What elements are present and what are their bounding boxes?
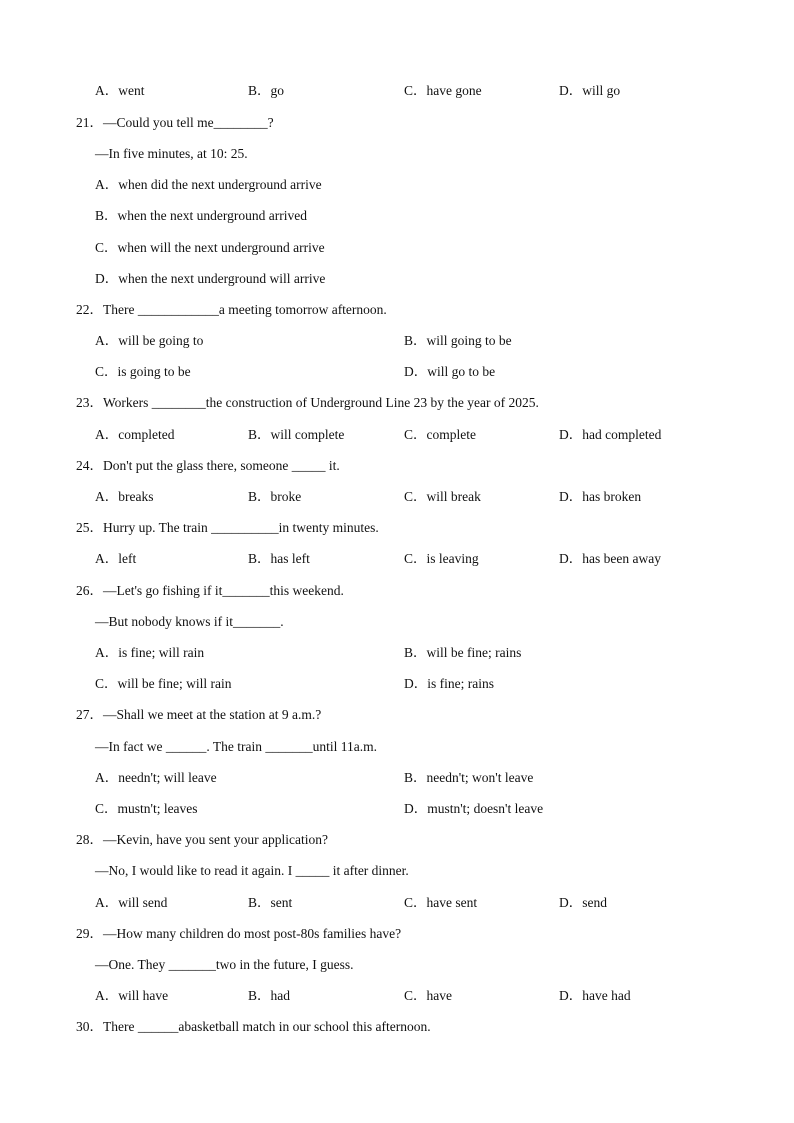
q21-option-c: C．when will the next underground arrive (95, 240, 325, 255)
q24-option-d: D．has broken (559, 489, 642, 504)
q30-stem: 30．There ______abasketball match in our school this afternoon. (76, 1019, 431, 1034)
q25-stem: 25．Hurry up. The train __________in twenty minutes. (76, 520, 379, 535)
q27-stem: 27．—Shall we meet at the station at 9 a.m.? (76, 707, 322, 722)
q28-option-b: B．sent (248, 895, 293, 910)
q25-option-c: C．is leaving (404, 551, 479, 566)
q23-option-a: A．completed (95, 427, 175, 442)
q25-option-d: D．has been away (559, 551, 661, 566)
q29-option-b: B．had (248, 988, 290, 1003)
q21-option-d: D．when the next underground will arrive (95, 271, 326, 286)
q29-stem: 29．—How many children do most post-80s families have? (76, 926, 402, 941)
q20-option-d: D．will go (559, 83, 621, 98)
q23-option-d: D．had completed (559, 427, 662, 442)
q23-option-b: B．will complete (248, 427, 345, 442)
q29-option-c: C．have (404, 988, 452, 1003)
q26-answer-line: —But nobody knows if it_______. (95, 614, 284, 629)
q24-option-a: A．breaks (95, 489, 154, 504)
q26-stem: 26．—Let's go fishing if it_______this weekend. (76, 583, 344, 598)
q28-stem: 28．—Kevin, have you sent your application? (76, 832, 328, 847)
q27-option-d: D．mustn't; doesn't leave (404, 801, 544, 816)
q24-stem: 24．Don't put the glass there, someone _____ it. (76, 458, 340, 473)
q27-option-c: C．mustn't; leaves (95, 801, 198, 816)
q29-option-a: A．will have (95, 988, 169, 1003)
q20-option-b: B．go (248, 83, 285, 98)
q23-option-c: C．complete (404, 427, 476, 442)
q26-option-c: C．will be fine; will rain (95, 676, 232, 691)
q22-option-d: D．will go to be (404, 364, 496, 379)
q28-option-d: D．send (559, 895, 607, 910)
q25-option-b: B．has left (248, 551, 310, 566)
q20-option-c: C．have gone (404, 83, 482, 98)
q24-option-b: B．broke (248, 489, 302, 504)
q27-option-a: A．needn't; will leave (95, 770, 217, 785)
q29-answer-line: —One. They _______two in the future, I guess. (95, 957, 354, 972)
q22-stem: 22．There ____________a meeting tomorrow afternoon. (76, 302, 387, 317)
q21-option-a: A．when did the next underground arrive (95, 177, 322, 192)
q27-answer-line: —In fact we ______. The train _______until 11a.m. (95, 739, 377, 754)
q28-option-c: C．have sent (404, 895, 478, 910)
q25-option-a: A．left (95, 551, 137, 566)
q22-option-c: C．is going to be (95, 364, 191, 379)
q22-option-a: A．will be going to (95, 333, 204, 348)
q21-option-b: B．when the next underground arrived (95, 208, 307, 223)
q26-option-d: D．is fine; rains (404, 676, 494, 691)
q29-option-d: D．have had (559, 988, 631, 1003)
q22-option-b: B．will going to be (404, 333, 512, 348)
q21-stem: 21．—Could you tell me________? (76, 115, 274, 130)
q20-option-a: A．went (95, 83, 145, 98)
q28-answer-line: —No, I would like to read it again. I _____ it after dinner. (95, 863, 409, 878)
q26-option-b: B．will be fine; rains (404, 645, 522, 660)
q24-option-c: C．will break (404, 489, 481, 504)
q26-option-a: A．is fine; will rain (95, 645, 205, 660)
q28-option-a: A．will send (95, 895, 168, 910)
q21-answer-line: —In five minutes, at 10: 25. (95, 146, 248, 161)
q23-stem: 23．Workers ________the construction of Underground Line 23 by the year of 2025. (76, 395, 539, 410)
q27-option-b: B．needn't; won't leave (404, 770, 534, 785)
